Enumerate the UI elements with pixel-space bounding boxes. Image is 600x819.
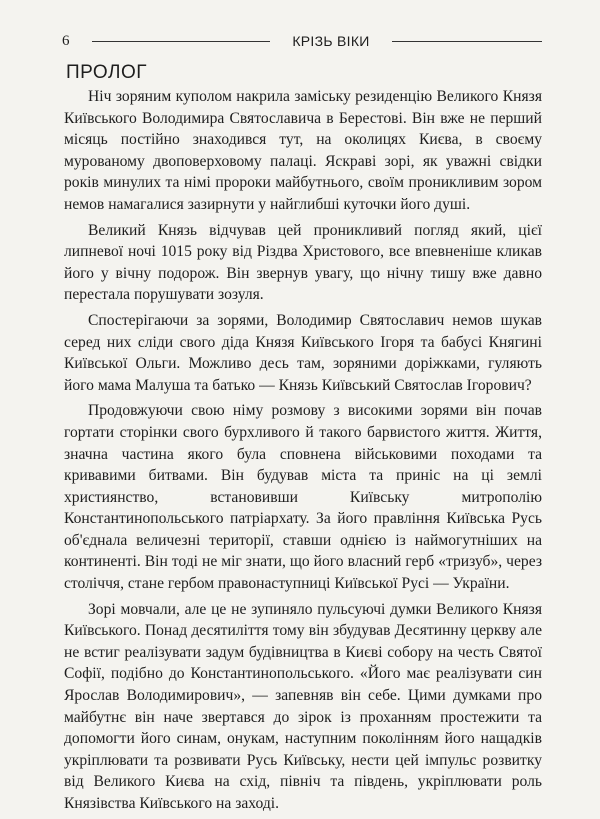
paragraph: Зорі мовчали, але це не зупиняло пульсуючі думки Великого Князя Київського. Понад десятиліття тому він збудував Десятинну церкву але не встиг реалізувати задум будівництва в Києві собору на честь Святої Софії, подібно до Константинопольського. «Його має реалізувати син Ярослав Володимирович», — запевняв він себе. Цими думками про майбутнє він наче звертався до зірок із проханням простежити та допомогти його синам, онукам, наступним поколінням його нащадків укріплювати та розвивати Русь Київську, нести цей імпульс розвитку від Великого Києва на схід, північ та південь, укріплювати роль Князівства Київського на заході. [64,600,542,812]
header-rule-left [92,41,270,42]
running-title: КРІЗЬ ВІКИ [292,33,370,49]
paragraph: Ніч зоряним куполом накрила заміську резиденцію Великого Князя Київського Володимира Святославича в Берестові. Він вже не перший місяць постійно знаходився тут, на околицях Києва, в своєму мурованому двоповерховому палаці. Яскраві зорі, як уважні свідки років минулих та німі пророки майбутнього, своїм проникливим зором немов намагалися зазирнути у найглибші куточки його душі. [64,88,542,213]
paragraph: Спостерігаючи за зорями, Володимир Святославич немов шукав серед них сліди свого діда Князя Київського Ігоря та бабусі Княгині Київської Ольги. Можливо десь там, зоряними доріжками, гуляють його мама Малуша та батько — Князь Київський Святослав Ігорович? [64,311,542,394]
page-number: 6 [62,33,70,49]
paragraph: Великий Князь відчував цей проникливий погляд який, цієї липневої ночі 1015 року від Різдва Христового, все впевненіше кликав його у вічну подорож. Він звернув увагу, що нічну тишу вже давно перестала порушувати зозуля. [64,221,542,304]
paragraph: Продовжуючи свою німу розмову з високими зорями він почав гортати сторінки свого бурхливого й такого барвистого життя. Життя, значна частина якого була сповнена військовими походами та кривавими битвами. Він будував міста та приніс на ці землі християнство, встановивши Київську митрополію Константинопольського патріархату. За його правління Київська Русь об'єднала величезні території, ставши однією із наймогутніших на континенті. Він тоді не міг знати, що його власний герб «тризуб», через століччя, стане гербом правонаступниці Київської Русі — України. [64,402,542,593]
chapter-title: ПРОЛОГ [66,62,148,83]
body-text [64,86,542,819]
header-rule-right [392,41,542,42]
page-header [62,32,542,50]
